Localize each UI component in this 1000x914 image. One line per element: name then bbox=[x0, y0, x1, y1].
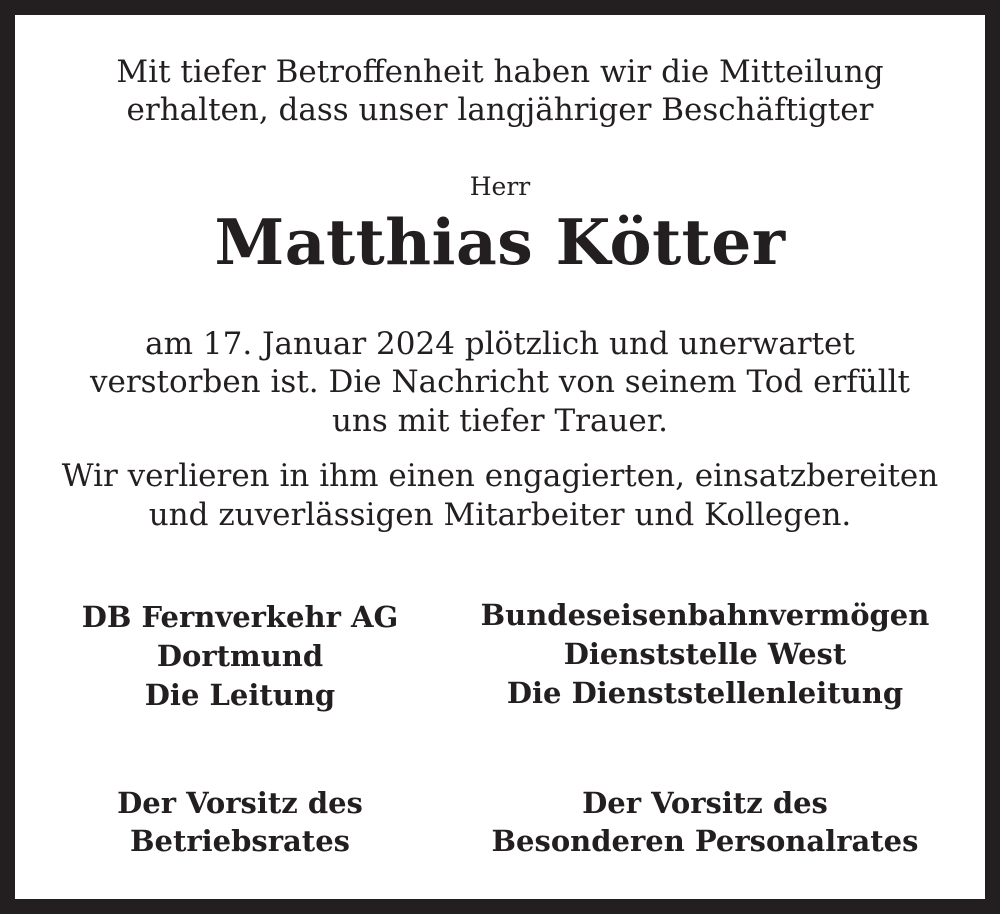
intro-line-1: Mit tiefer Betroffenheit haben wir die Mitteilung bbox=[116, 54, 884, 90]
signatory-staff-council-title: Der Vorsitz des bbox=[582, 786, 828, 820]
death-notice-line-1: am 17. Januar 2024 plötzlich und unerwartet bbox=[145, 326, 855, 362]
signatory-staff-council: Besonderen Personalrates bbox=[491, 824, 919, 858]
death-notice-line-3: uns mit tiefer Trauer. bbox=[331, 403, 669, 439]
signatory-agency: Bundeseisenbahnvermögen bbox=[480, 598, 930, 632]
signatory-agency-role: Die Dienststellenleitung bbox=[506, 676, 904, 710]
signatory-works-council-title: Der Vorsitz des bbox=[117, 786, 363, 820]
deceased-name: Matthias Kötter bbox=[214, 205, 786, 279]
signatory-agency-office: Dienststelle West bbox=[563, 637, 847, 671]
salutation: Herr bbox=[469, 172, 531, 201]
tribute-line-1: Wir verlieren in ihm einen engagierten, einsatzbereiten bbox=[61, 458, 939, 494]
signatory-works-council: Betriebsrates bbox=[130, 824, 350, 858]
signatory-company-city: Dortmund bbox=[156, 639, 324, 673]
signatory-company-role: Die Leitung bbox=[144, 678, 336, 712]
intro-line-2: erhalten, dass unser langjähriger Beschäftigter bbox=[126, 92, 874, 128]
tribute-line-2: und zuverlässigen Mitarbeiter und Kollegen. bbox=[148, 497, 852, 533]
signatory-company: DB Fernverkehr AG bbox=[81, 600, 399, 634]
death-notice-line-2: verstorben ist. Die Nachricht von seinem Tod erfüllt bbox=[89, 364, 911, 400]
